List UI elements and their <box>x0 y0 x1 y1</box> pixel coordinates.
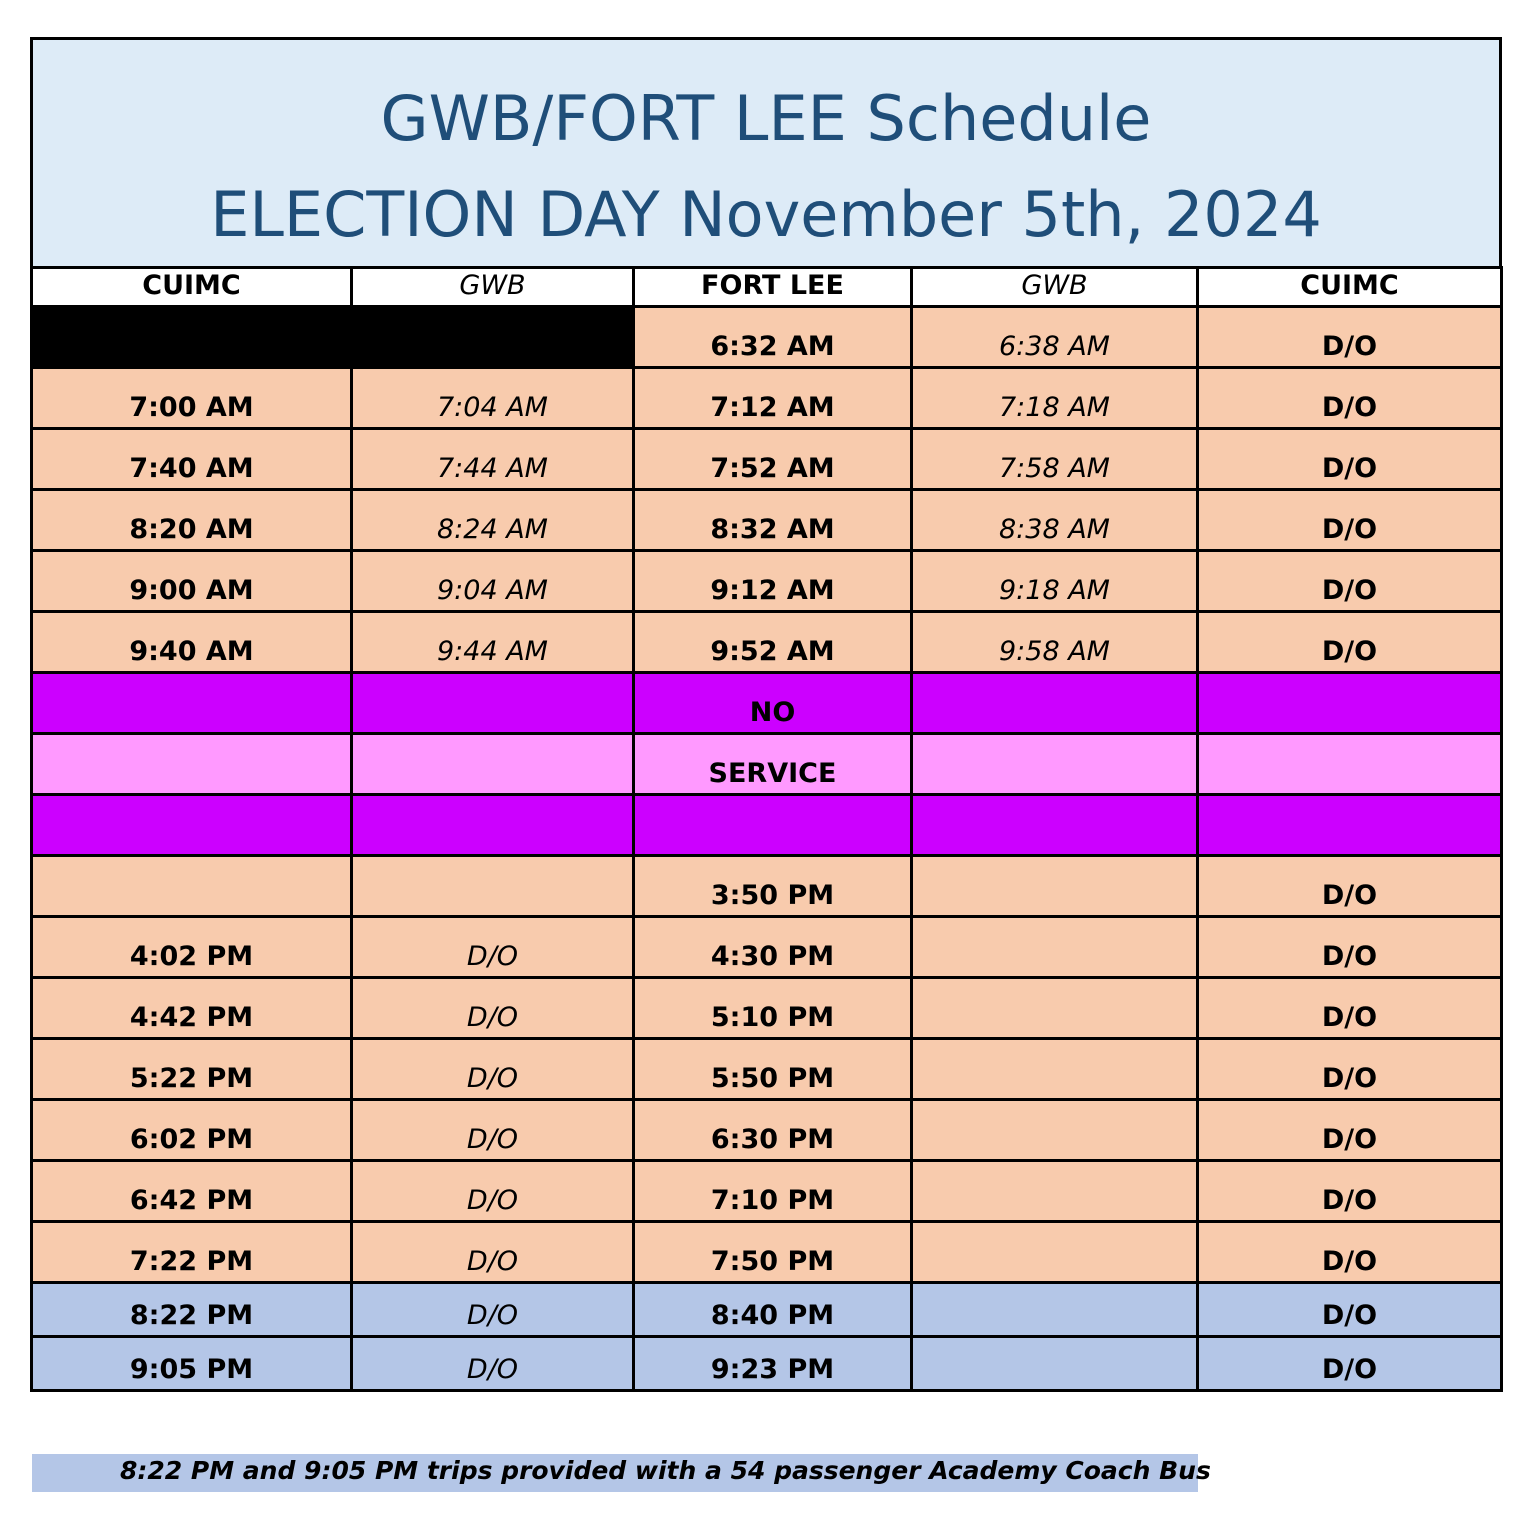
table-row <box>32 978 1502 1039</box>
table-cell <box>1198 673 1502 734</box>
table-cell <box>912 978 1198 1039</box>
cell-text: D/O <box>1321 575 1378 606</box>
table-row <box>32 1039 1502 1100</box>
table-row <box>32 917 1502 978</box>
cell-text: 4:42 PM <box>129 1002 254 1033</box>
cell-text <box>913 1155 1196 1159</box>
table-cell <box>634 856 912 917</box>
cell-text: D/O <box>1321 941 1378 972</box>
cell-text: D/O <box>1321 1185 1378 1216</box>
cell-text: 9:18 AM <box>999 575 1110 606</box>
table-cell <box>352 673 634 734</box>
column-header: FORT LEE <box>634 268 912 307</box>
cell-text: D/O <box>1321 1354 1378 1385</box>
table-cell <box>634 673 912 734</box>
column-header: GWB <box>352 268 634 307</box>
cell-text <box>913 1094 1196 1098</box>
table-cell <box>1198 734 1502 795</box>
cell-text: D/O <box>1321 453 1378 484</box>
table-cell <box>912 1222 1198 1283</box>
table-cell <box>352 1222 634 1283</box>
cell-text: D/O <box>1321 514 1378 545</box>
table-cell <box>634 1337 912 1391</box>
cell-text <box>1199 850 1500 854</box>
table-cell <box>912 1100 1198 1161</box>
table-cell <box>634 429 912 490</box>
cell-text: 9:40 AM <box>129 636 254 667</box>
table-cell <box>1198 429 1502 490</box>
cell-text: 9:52 AM <box>710 636 835 667</box>
cell-text <box>913 1277 1196 1281</box>
cell-text: 9:00 AM <box>129 575 254 606</box>
table-cell <box>634 1283 912 1337</box>
table-cell <box>912 1161 1198 1222</box>
cell-text: 9:05 PM <box>129 1354 254 1385</box>
cell-text: D/O <box>1321 636 1378 667</box>
table-cell <box>32 551 352 612</box>
cell-text: 8:22 PM <box>129 1300 254 1331</box>
cell-text: D/O <box>1321 331 1378 362</box>
cell-text: 6:30 PM <box>710 1124 835 1155</box>
schedule-table <box>30 266 1503 1392</box>
cell-text: D/O <box>466 1246 519 1277</box>
table-cell <box>352 978 634 1039</box>
cell-text <box>353 850 632 854</box>
table-row <box>32 1100 1502 1161</box>
cell-text <box>33 911 350 915</box>
cell-text <box>353 789 632 793</box>
cell-text <box>33 789 350 793</box>
table-cell <box>32 978 352 1039</box>
cell-text: 7:44 AM <box>437 453 548 484</box>
table-cell <box>634 551 912 612</box>
table-cell <box>32 917 352 978</box>
table-cell <box>352 917 634 978</box>
table-row <box>32 856 1502 917</box>
cell-text: 8:24 AM <box>437 514 548 545</box>
cell-text <box>1199 789 1500 793</box>
cell-text: 6:42 PM <box>129 1185 254 1216</box>
cell-text: 9:58 AM <box>999 636 1110 667</box>
table-cell <box>32 307 352 368</box>
table-cell <box>634 734 912 795</box>
table-cell <box>352 307 634 368</box>
cell-text: D/O <box>1321 1002 1378 1033</box>
table-cell <box>352 856 634 917</box>
cell-text: 7:58 AM <box>999 453 1110 484</box>
table-cell <box>634 795 912 856</box>
table-cell <box>352 490 634 551</box>
table-cell <box>634 1039 912 1100</box>
cell-text: D/O <box>1321 1063 1378 1094</box>
table-cell <box>912 307 1198 368</box>
table-cell <box>32 1039 352 1100</box>
cell-text: 4:02 PM <box>129 941 254 972</box>
cell-text: 9:23 PM <box>710 1354 835 1385</box>
cell-text <box>913 1331 1196 1335</box>
table-cell <box>32 1222 352 1283</box>
footnote <box>32 1454 1211 1492</box>
table-cell <box>1198 551 1502 612</box>
table-cell <box>912 673 1198 734</box>
table-cell <box>32 856 352 917</box>
cell-text: 7:10 PM <box>710 1185 835 1216</box>
table-cell <box>352 612 634 673</box>
table-cell <box>352 734 634 795</box>
cell-text: 7:22 PM <box>129 1246 254 1277</box>
cell-text <box>913 728 1196 732</box>
cell-text: 6:32 AM <box>710 331 835 362</box>
cell-text: 8:40 PM <box>710 1300 835 1331</box>
table-cell <box>912 795 1198 856</box>
cell-text: 8:32 AM <box>710 514 835 545</box>
table-cell <box>1198 795 1502 856</box>
cell-text: D/O <box>1321 392 1378 423</box>
table-row <box>32 1337 1502 1391</box>
cell-text: NO <box>749 697 796 728</box>
table-cell <box>32 490 352 551</box>
table-cell <box>634 307 912 368</box>
column-header: CUIMC <box>1198 268 1502 307</box>
cell-text: 9:04 AM <box>437 575 548 606</box>
table-cell <box>1198 368 1502 429</box>
table-cell <box>32 1100 352 1161</box>
cell-text <box>353 362 632 366</box>
cell-text <box>913 850 1196 854</box>
table-row <box>32 1222 1502 1283</box>
cell-text: 7:50 PM <box>710 1246 835 1277</box>
table-cell <box>352 795 634 856</box>
table-cell <box>634 1161 912 1222</box>
cell-text <box>913 1385 1196 1389</box>
table-cell <box>912 1337 1198 1391</box>
cell-text: 7:04 AM <box>437 392 548 423</box>
cell-text: D/O <box>466 1185 519 1216</box>
cell-text: 7:18 AM <box>999 392 1110 423</box>
footnote-text: 8:22 PM and 9:05 PM trips provided with a 54 passenger Academy Coach Bus <box>120 1456 1211 1485</box>
schedule-title-box <box>30 37 1502 269</box>
table-cell <box>912 734 1198 795</box>
table-cell <box>352 1100 634 1161</box>
table-cell <box>912 1283 1198 1337</box>
cell-text: D/O <box>1321 1124 1378 1155</box>
table-row <box>32 1161 1502 1222</box>
table-cell <box>1198 978 1502 1039</box>
cell-text <box>33 362 350 366</box>
table-cell <box>634 368 912 429</box>
table-cell <box>1198 1337 1502 1391</box>
table-row <box>32 307 1502 368</box>
table-cell <box>634 917 912 978</box>
table-cell <box>912 917 1198 978</box>
table-cell <box>912 1039 1198 1100</box>
cell-text: 4:30 PM <box>710 941 835 972</box>
table-row <box>32 795 1502 856</box>
cell-text: 3:50 PM <box>710 880 835 911</box>
table-cell <box>912 490 1198 551</box>
cell-text: 7:52 AM <box>710 453 835 484</box>
table-cell <box>912 368 1198 429</box>
table-cell <box>352 368 634 429</box>
table-cell <box>1198 307 1502 368</box>
table-row <box>32 368 1502 429</box>
table-row <box>32 612 1502 673</box>
cell-text: 6:02 PM <box>129 1124 254 1155</box>
table-row <box>32 429 1502 490</box>
table-cell <box>1198 612 1502 673</box>
cell-text: D/O <box>1321 1246 1378 1277</box>
cell-text: D/O <box>1321 1300 1378 1331</box>
column-header: GWB <box>912 268 1198 307</box>
table-cell <box>32 734 352 795</box>
table-cell <box>352 1283 634 1337</box>
cell-text: 5:10 PM <box>710 1002 835 1033</box>
cell-text: 9:44 AM <box>437 636 548 667</box>
cell-text <box>1199 728 1500 732</box>
cell-text <box>913 1033 1196 1037</box>
table-cell <box>1198 1222 1502 1283</box>
cell-text <box>913 972 1196 976</box>
table-row <box>32 490 1502 551</box>
cell-text: D/O <box>466 1124 519 1155</box>
cell-text <box>635 850 910 854</box>
table-cell <box>634 978 912 1039</box>
table-cell <box>634 612 912 673</box>
table-cell <box>912 612 1198 673</box>
cell-text <box>33 728 350 732</box>
table-cell <box>912 429 1198 490</box>
table-cell <box>1198 1283 1502 1337</box>
cell-text: D/O <box>466 1002 519 1033</box>
table-cell <box>352 429 634 490</box>
cell-text: D/O <box>466 1063 519 1094</box>
table-row <box>32 673 1502 734</box>
cell-text: 9:12 AM <box>710 575 835 606</box>
table-cell <box>32 368 352 429</box>
table-cell <box>1198 1039 1502 1100</box>
cell-text <box>913 789 1196 793</box>
cell-text <box>913 911 1196 915</box>
cell-text: 5:22 PM <box>129 1063 254 1094</box>
cell-text: 6:38 AM <box>999 331 1110 362</box>
cell-text <box>913 1216 1196 1220</box>
cell-text: D/O <box>1321 880 1378 911</box>
table-row <box>32 551 1502 612</box>
cell-text: 5:50 PM <box>710 1063 835 1094</box>
cell-text <box>353 728 632 732</box>
table-cell <box>1198 917 1502 978</box>
table-cell <box>1198 1100 1502 1161</box>
cell-text: 8:20 AM <box>129 514 254 545</box>
table-cell <box>352 551 634 612</box>
table-cell <box>32 795 352 856</box>
table-cell <box>634 1222 912 1283</box>
table-row <box>32 734 1502 795</box>
table-cell <box>32 612 352 673</box>
table-cell <box>32 673 352 734</box>
table-cell <box>1198 856 1502 917</box>
cell-text: SERVICE <box>708 758 837 789</box>
page-subtitle: ELECTION DAY November 5th, 2024 <box>210 178 1322 251</box>
table-cell <box>32 1161 352 1222</box>
cell-text: D/O <box>466 1354 519 1385</box>
cell-text: 8:38 AM <box>999 514 1110 545</box>
table-cell <box>1198 490 1502 551</box>
column-header: CUIMC <box>32 268 352 307</box>
table-cell <box>352 1337 634 1391</box>
header-row <box>32 268 1502 307</box>
page-title: GWB/FORT LEE Schedule <box>380 82 1152 155</box>
table-cell <box>32 429 352 490</box>
table-cell <box>912 856 1198 917</box>
table-row <box>32 1283 1502 1337</box>
table-cell <box>634 1100 912 1161</box>
cell-text <box>33 850 350 854</box>
cell-text: D/O <box>466 1300 519 1331</box>
table-cell <box>32 1337 352 1391</box>
cell-text: 7:40 AM <box>129 453 254 484</box>
table-cell <box>634 490 912 551</box>
cell-text: D/O <box>466 941 519 972</box>
table-cell <box>352 1039 634 1100</box>
table-cell <box>32 1283 352 1337</box>
cell-text: 7:12 AM <box>710 392 835 423</box>
table-cell <box>352 1161 634 1222</box>
cell-text <box>353 911 632 915</box>
table-cell <box>912 551 1198 612</box>
table-cell <box>1198 1161 1502 1222</box>
cell-text: 7:00 AM <box>129 392 254 423</box>
